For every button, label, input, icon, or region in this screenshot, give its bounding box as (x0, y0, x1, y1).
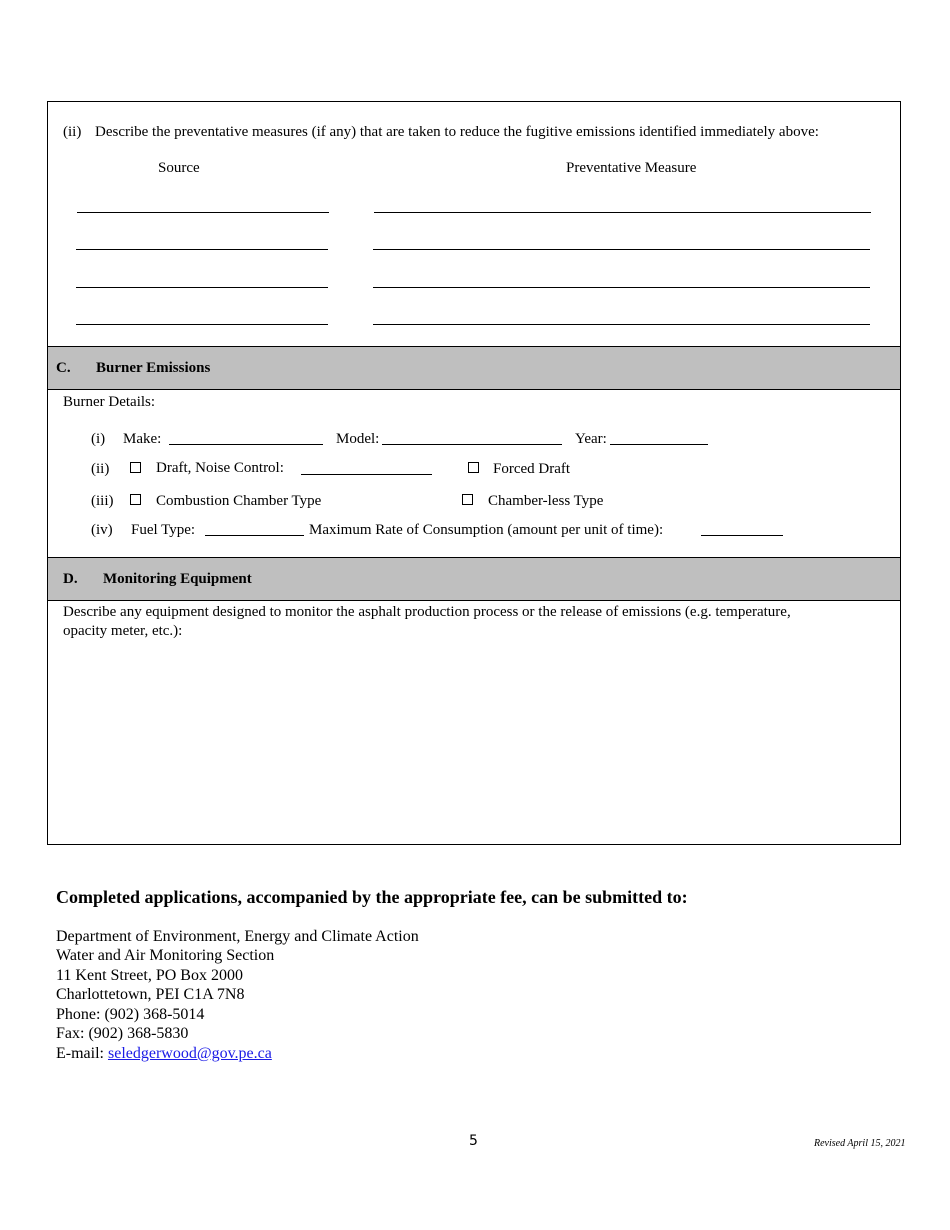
make-input-line[interactable] (169, 444, 323, 445)
draft-noise-control-input-line[interactable] (301, 474, 432, 475)
source-input-line-3[interactable] (76, 287, 328, 288)
section-c-letter: C. (56, 360, 71, 376)
model-input-line[interactable] (382, 444, 562, 445)
measure-input-line-4[interactable] (373, 324, 870, 325)
chamberless-checkbox[interactable] (462, 494, 473, 505)
address-phone: Phone: (902) 368-5014 (56, 1006, 205, 1023)
section-d-title: Monitoring Equipment (103, 571, 252, 587)
section-c-header (48, 346, 900, 390)
max-rate-input-line[interactable] (701, 535, 783, 536)
make-label: Make: (123, 431, 162, 447)
fuel-type-label: Fuel Type: (131, 522, 196, 538)
model-label: Model: (336, 431, 380, 447)
source-input-line-2[interactable] (76, 249, 328, 250)
email-link[interactable]: seledgerwood@gov.pe.ca (107, 1045, 272, 1062)
monitoring-description-line-1: Describe any equipment designed to monitor the asphalt production process or the release of emissions (e.g. temperature, (63, 604, 791, 620)
monitoring-answer-area[interactable] (48, 647, 900, 843)
combustion-chamber-label: Combustion Chamber Type (156, 493, 322, 509)
row-iv-number: (iv) (91, 522, 113, 538)
address-fax: Fax: (902) 368-5830 (56, 1025, 189, 1042)
draft-noise-control-checkbox[interactable] (130, 462, 141, 473)
draft-noise-control-label: Draft, Noise Control: (156, 460, 284, 476)
row-ii-number: (ii) (91, 461, 110, 477)
form-box (47, 101, 901, 845)
email-label: E-mail: (56, 1045, 104, 1062)
submission-heading: Completed applications, accompanied by the appropriate fee, can be submitted to: (56, 887, 688, 907)
fuel-type-input-line[interactable] (205, 535, 304, 536)
measure-column-header: Preventative Measure (566, 160, 697, 176)
burner-details-label: Burner Details: (63, 394, 156, 410)
email-line (56, 1044, 272, 1063)
fugitive-prompt-text: Describe the preventative measures (if any) that are taken to reduce the fugitive emissions identified immediately above: (95, 124, 819, 140)
year-input-line[interactable] (610, 444, 708, 445)
measure-input-line-3[interactable] (373, 287, 870, 288)
address-street: 11 Kent Street, PO Box 2000 (56, 967, 243, 984)
section-c-title: Burner Emissions (96, 360, 211, 376)
section-d-letter: D. (63, 571, 78, 587)
row-iii-number: (iii) (91, 493, 114, 509)
section-d-header (48, 557, 900, 601)
forced-draft-checkbox[interactable] (468, 462, 479, 473)
combustion-chamber-checkbox[interactable] (130, 494, 141, 505)
revised-date: Revised April 15, 2021 (814, 1138, 906, 1149)
address-department: Department of Environment, Energy and Climate Action (56, 928, 419, 945)
address-city: Charlottetown, PEI C1A 7N8 (56, 986, 245, 1003)
monitoring-description-line-2: opacity meter, etc.): (63, 623, 183, 639)
measure-input-line-1[interactable] (374, 212, 871, 213)
source-input-line-4[interactable] (76, 324, 328, 325)
page-number: 5 (469, 1133, 478, 1149)
row-i-number: (i) (91, 431, 106, 447)
max-rate-label: Maximum Rate of Consumption (amount per unit of time): (309, 522, 664, 538)
forced-draft-label: Forced Draft (493, 461, 571, 477)
year-label: Year: (575, 431, 607, 447)
chamberless-label: Chamber-less Type (488, 493, 604, 509)
source-column-header: Source (158, 160, 200, 176)
address-section: Water and Air Monitoring Section (56, 947, 275, 964)
source-input-line-1[interactable] (77, 212, 329, 213)
measure-input-line-2[interactable] (373, 249, 870, 250)
fugitive-prompt-number: (ii) (63, 124, 82, 140)
